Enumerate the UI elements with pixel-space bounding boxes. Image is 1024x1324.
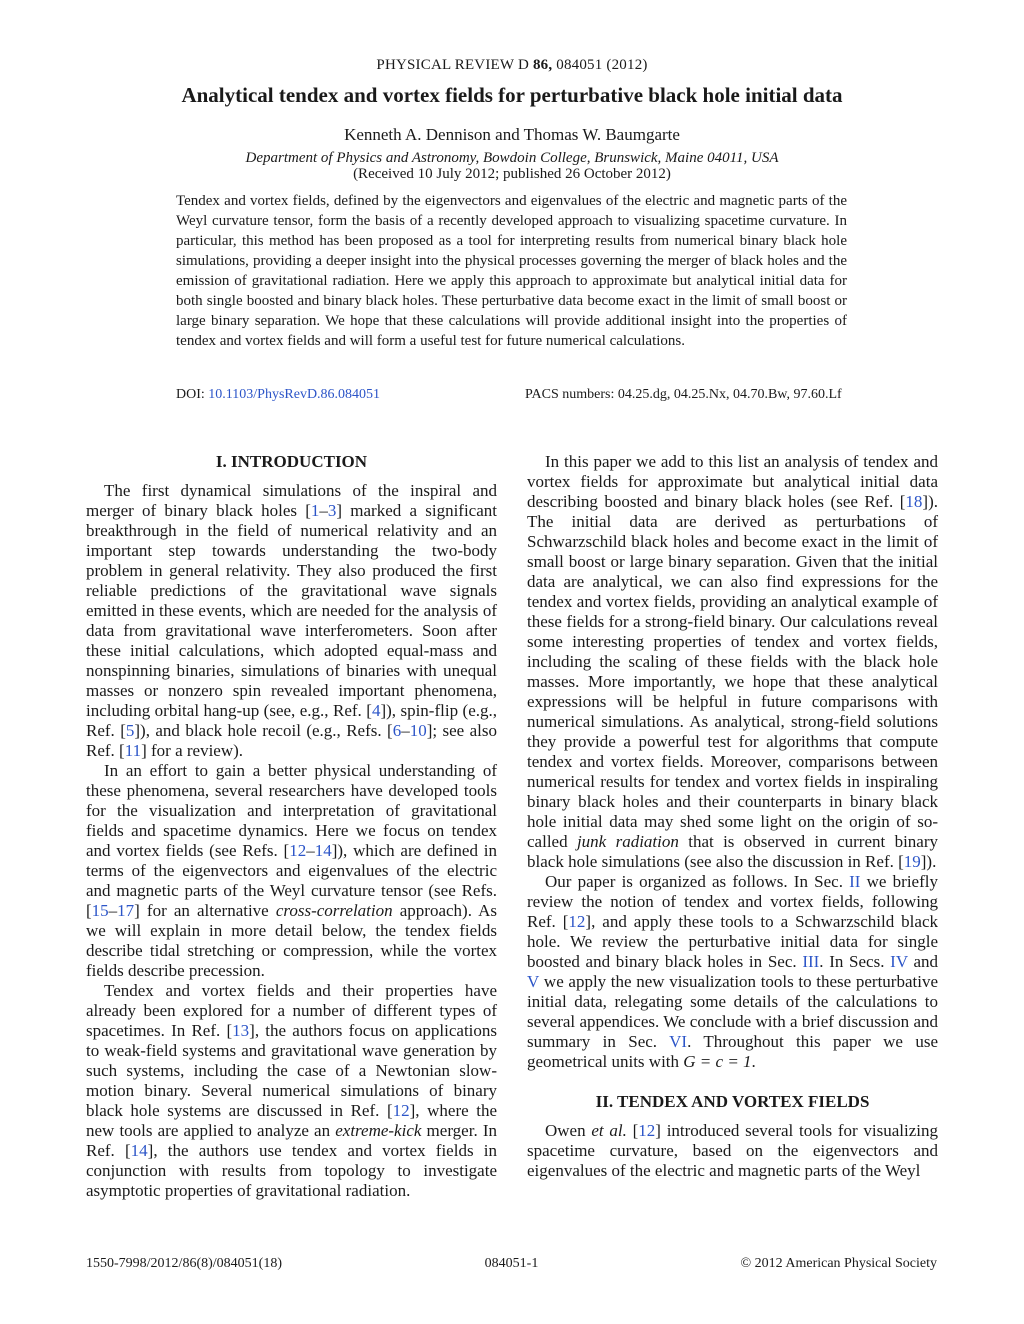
ref-link[interactable]: 4 (371, 701, 381, 720)
ref-link[interactable]: 17 (117, 901, 135, 920)
section-heading-introduction: I. INTRODUCTION (215, 452, 368, 471)
ref-link[interactable]: 18 (905, 492, 923, 511)
section-heading-tendex-vortex: II. TENDEX AND VORTEX FIELDS (595, 1092, 870, 1111)
ref-link[interactable]: 12 (289, 841, 307, 860)
section-link[interactable]: II (849, 872, 861, 891)
page-number: 084051-1 (484, 1256, 539, 1271)
paragraph-text: ] introduced several tools for visualizing spacetime curvature, based on the eigenvectors and eigenvalues of the electric and magnetic parts of the Weyl (527, 1121, 939, 1180)
pacs-numbers: PACS numbers: 04.25.dg, 04.25.Nx, 04.70.Bw, 97.60.Lf (525, 387, 842, 402)
paragraph-text: In this paper we add to this list an analysis of tendex and vortex fields for approximate but analytical initial data describing boosted and binary black holes (see Ref. [ (527, 452, 938, 511)
journal-name: PHYSICAL REVIEW D (376, 57, 529, 73)
ref-link[interactable]: 5 (125, 721, 135, 740)
ref-link[interactable]: 12 (392, 1101, 410, 1120)
ref-link[interactable]: 12 (568, 912, 586, 931)
math-expression: G = c = 1 (683, 1052, 752, 1071)
ref-link[interactable]: 11 (124, 741, 142, 760)
ref-link[interactable]: 6 (392, 721, 402, 740)
intro-paragraph-5 (527, 872, 938, 1072)
ref-link[interactable]: 14 (314, 841, 332, 860)
ref-link[interactable]: 10 (409, 721, 427, 740)
paragraph-text: [ (626, 1121, 639, 1140)
ref-link[interactable]: 14 (130, 1141, 148, 1160)
paragraph-text: ] marked a significant breakthrough in the field of numerical relativity and an important step towards understanding the two-body problem in general relativity. They also produced the first reliable predictions of the gravitational wave signals emitted in these events, which are needed for the analysis of data from gravitational wave interferometers. Soon after these initial calculations, which adopted equal-mass and nonspinning binaries, simulations of binaries with unequal masses or nonzero spin revealed important phenomena, including orbital hang-up (see, e.g., Ref. [ (86, 501, 497, 720)
paragraph-text: ] for a review). (141, 741, 244, 760)
paragraph-text: – (319, 501, 328, 520)
section-link[interactable]: VI (669, 1032, 688, 1051)
abstract: Tendex and vortex fields, defined by the eigenvectors and eigenvalues of the electric and magnetic parts of the Weyl curvature tensor, form the basis of a recently developed approach to visualizing spacetime curvature. In particular, this method has been proposed as a tool for interpreting results from numerical binary black hole simulations, providing a deeper insight into the physical processes governing the merger of black holes and the emission of gravitational radiation. Here we apply this approach to approximate but analytical initial data for both single boosted and binary black holes. These perturbative data become exact in the limit of small boost or large binary separation. We hope that these calculations will provide additional insight into the properties of tendex and vortex fields and will form a useful test for future numerical calculations. (176, 193, 847, 349)
paragraph-text: merger. In Ref. [ (86, 1121, 497, 1160)
paragraph-text: that is observed in current binary black hole simulations (see also the discussion in Ref. [ (527, 832, 938, 871)
intro-paragraph-1 (86, 481, 497, 761)
journal-header (0, 57, 1024, 74)
paragraph-text: ], where the new tools are applied to analyze an (86, 1101, 498, 1140)
paragraph-text: ] for an alternative (134, 901, 276, 920)
article-ref: 084051 (2012) (556, 57, 648, 73)
paragraph-text: ]). (920, 852, 937, 871)
ref-link[interactable]: 15 (91, 901, 109, 920)
paragraph-text: approach). As we will explain in more detail below, the tendex fields describe tidal stretching or compression, while the vortex fields describe precession. (86, 901, 498, 980)
paragraph-text: ]), and black hole recoil (e.g., Refs. [ (134, 721, 393, 740)
section-link[interactable]: IV (890, 952, 908, 971)
intro-paragraph-2 (86, 761, 497, 981)
paragraph-text: ], the authors focus on applications to weak-field systems and gravitational wave generation by such systems, including the case of a Newtonian slow-motion binary. Several numerical simulations of binary black hole systems are discussed in Ref. [ (86, 1021, 498, 1120)
paragraph-text: – (108, 901, 118, 920)
emphasis-text: junk radiation (576, 832, 679, 851)
right-column (527, 452, 938, 1181)
ref-link[interactable]: 13 (232, 1021, 250, 1040)
ref-link[interactable]: 3 (327, 501, 337, 520)
paragraph-text: Tendex and vortex fields and their properties have already been explored for a number of different types of spacetimes. In Ref. [ (86, 981, 497, 1040)
doi-link[interactable]: 10.1103/PhysRevD.86.084051 (208, 387, 381, 402)
section-link[interactable]: III (802, 952, 820, 971)
paragraph-text: ]), which are defined in terms of the eigenvectors and eigenvalues of the electric and magnetic parts of the Weyl curvature tensor (see Refs. [ (86, 841, 497, 920)
affiliation: Department of Physics and Astronomy, Bowdoin College, Brunswick, Maine 04011, USA (245, 150, 779, 166)
sec2-paragraph-1 (527, 1121, 938, 1181)
paragraph-text: we apply the new visualization tools to these perturbative initial data, relegating some details of the calculations to several appendices. We conclude with a brief discussion and summary in Sec. (527, 972, 938, 1051)
left-column (86, 452, 497, 1201)
doi-label: DOI: (176, 387, 205, 402)
paragraph-text: ]), spin-flip (e.g., Ref. [ (86, 701, 497, 740)
paragraph-text: . In Secs. (819, 952, 891, 971)
ref-link[interactable]: 1 (310, 501, 320, 520)
author-list: Kenneth A. Dennison and Thomas W. Baumgarte (344, 125, 680, 144)
intro-paragraph-3 (86, 981, 497, 1201)
paper-title: Analytical tendex and vortex fields for perturbative black hole initial data (181, 83, 843, 107)
paragraph-text: The first dynamical simulations of the inspiral and merger of binary black holes [ (86, 481, 497, 520)
ref-link[interactable]: 19 (903, 852, 921, 871)
paragraph-text: ], and apply these tools to a Schwarzschild black hole. We review the perturbative initial data for single boosted and binary black holes in Sec. (527, 912, 938, 971)
paragraph-text: In an effort to gain a better physical understanding of these phenomena, several researchers have developed tools for the visualization and interpretation of gravitational fields and spacetime dynamics. Here we focus on tendex and vortex fields (see Refs. [ (86, 761, 497, 860)
paragraph-text: Our paper is organized as follows. In Sec. (545, 872, 850, 891)
section-link[interactable]: V (527, 972, 540, 991)
paragraph-text: – (401, 721, 410, 740)
paragraph-text: and (907, 952, 939, 971)
emphasis-text: extreme-kick (335, 1121, 422, 1140)
received-dates: (Received 10 July 2012; published 26 October 2012) (353, 166, 671, 182)
paragraph-text: Owen (545, 1121, 592, 1140)
paragraph-text: . Throughout this paper we use geometrical units with (527, 1032, 938, 1071)
paragraph-text: – (306, 841, 315, 860)
paragraph-text: . (751, 1052, 756, 1071)
emphasis-text: et al. (591, 1121, 627, 1140)
paragraph-text: ]; see also Ref. [ (86, 721, 497, 760)
emphasis-text: cross-correlation (275, 901, 393, 920)
journal-volume: 86, (532, 57, 553, 73)
doi (176, 387, 380, 403)
paragraph-text: we briefly review the notion of tendex and vortex fields, following Ref. [ (527, 872, 938, 931)
copyright-notice: © 2012 American Physical Society (740, 1256, 937, 1271)
paragraph-text: ], the authors use tendex and vortex fields in conjunction with results from topology to investigate asymptotic properties of gravitational radiation. (86, 1141, 497, 1200)
ref-link[interactable]: 12 (638, 1121, 656, 1140)
intro-paragraph-4 (527, 452, 938, 872)
issn-code: 1550-7998/2012/86(8)/084051(18) (86, 1256, 282, 1271)
paragraph-text: ]). The initial data are derived as perturbations of Schwarzschild black holes and become exact in the limit of small boost or large binary separation. Given that the initial data are analytical, we can also find expressions for the tendex and vortex fields, providing an analytical example of these fields for a strong-field binary. Our calculations reveal some interesting properties of tendex and vortex fields, including the scaling of these fields with the black hole masses. More importantly, we hope that these analytical expressions will be helpful in future comparisons with numerical simulations. As analytical, strong-field solutions they provide a powerful test for algorithms that compute tendex and vortex fields. Moreover, comparisons between numerical results for tendex and vortex fields in inspiraling binary black holes and their counterparts in binary black hole initial data may shed some light on the origin of so-called (527, 492, 938, 851)
